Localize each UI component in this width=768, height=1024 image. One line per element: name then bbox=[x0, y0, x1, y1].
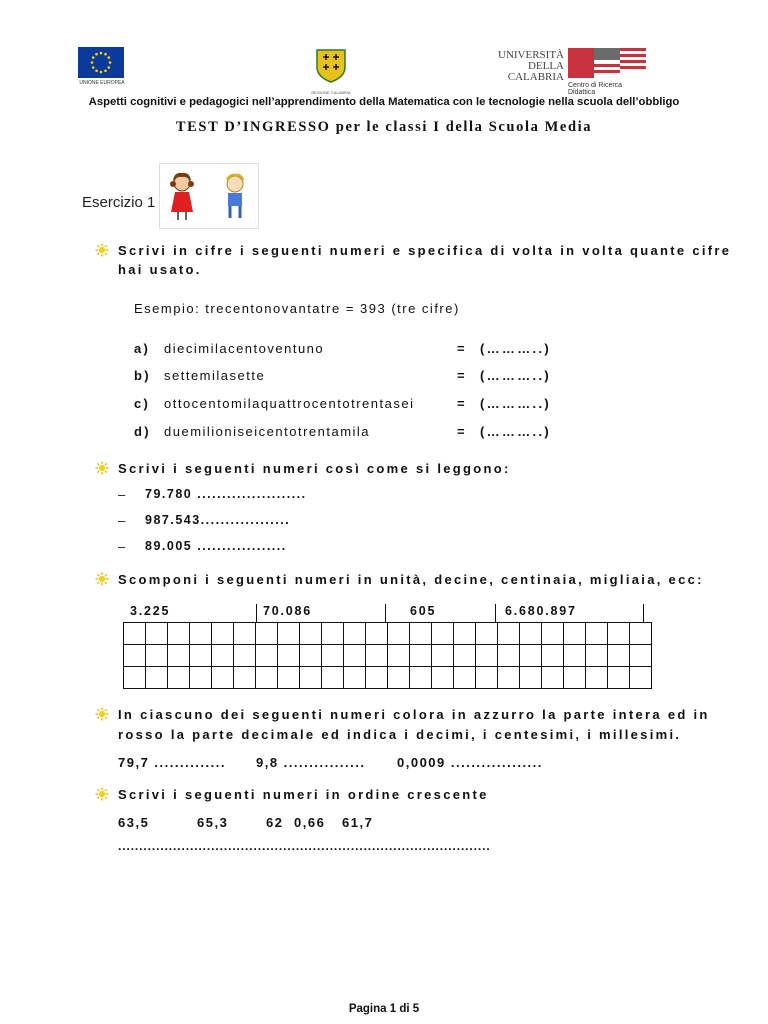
grid-cell[interactable] bbox=[586, 667, 608, 689]
grid-cell[interactable] bbox=[234, 645, 256, 667]
grid-cell[interactable] bbox=[410, 623, 432, 645]
q1-item-eq: = bbox=[457, 341, 467, 356]
grid-cell[interactable] bbox=[168, 667, 190, 689]
grid-cell[interactable] bbox=[498, 645, 520, 667]
q2-dash: – bbox=[118, 539, 126, 554]
grid-cell[interactable] bbox=[388, 645, 410, 667]
grid-cell[interactable] bbox=[234, 623, 256, 645]
grid-cell[interactable] bbox=[190, 623, 212, 645]
grid-row bbox=[124, 623, 652, 645]
q1-item-blank: (………..) bbox=[480, 424, 551, 439]
unical-caption: Centro di Ricerca Didattica bbox=[568, 82, 623, 96]
grid-cell[interactable] bbox=[454, 645, 476, 667]
grid-cell[interactable] bbox=[432, 645, 454, 667]
grid-cell[interactable] bbox=[322, 667, 344, 689]
q5-number: 62 bbox=[266, 815, 284, 830]
grid-cell[interactable] bbox=[278, 623, 300, 645]
q2-item: 79.780 ...................... bbox=[145, 487, 307, 501]
q4-value: 0,0009 .................. bbox=[397, 755, 543, 770]
grid-cell[interactable] bbox=[344, 623, 366, 645]
q3-column-header: 3.225 bbox=[130, 604, 171, 618]
q1-line1: Scrivi in cifre i seguenti numeri e specifica di volta in volta quante cifre bbox=[118, 243, 732, 258]
column-divider bbox=[385, 604, 386, 622]
q2-item: 89.005 .................. bbox=[145, 539, 287, 553]
q1-item-blank: (………..) bbox=[480, 368, 551, 383]
q4-value: 9,8 ................ bbox=[256, 755, 366, 770]
grid-cell[interactable] bbox=[190, 645, 212, 667]
q1-item-text: settemilasette bbox=[164, 368, 266, 383]
grid-cell[interactable] bbox=[278, 667, 300, 689]
unical-line1: UNIVERSITÀ bbox=[498, 49, 564, 61]
column-divider bbox=[256, 604, 257, 622]
exercise-label: Esercizio 1 bbox=[82, 194, 156, 211]
q4-line2: rosso la parte decimale ed indica i decimi, i centesimi, i millesimi. bbox=[118, 727, 682, 742]
column-divider bbox=[643, 604, 644, 622]
grid-cell[interactable] bbox=[410, 645, 432, 667]
q3-column-header: 605 bbox=[410, 604, 437, 618]
page-number: Pagina 1 di 5 bbox=[348, 1003, 420, 1015]
grid-cell[interactable] bbox=[586, 645, 608, 667]
grid-cell[interactable] bbox=[344, 645, 366, 667]
grid-cell[interactable] bbox=[366, 645, 388, 667]
grid-cell[interactable] bbox=[212, 623, 234, 645]
regione-calabria-logo bbox=[309, 47, 353, 95]
star-bullet-icon bbox=[95, 707, 109, 721]
q1-item-label: c) bbox=[134, 396, 151, 411]
q1-item-blank: (………..) bbox=[480, 396, 551, 411]
grid-cell[interactable] bbox=[630, 667, 652, 689]
grid-cell[interactable] bbox=[256, 645, 278, 667]
grid-cell[interactable] bbox=[168, 645, 190, 667]
grid-cell[interactable] bbox=[542, 623, 564, 645]
q1-item-eq: = bbox=[457, 424, 467, 439]
q2-dash: – bbox=[118, 487, 126, 502]
grid-cell[interactable] bbox=[476, 645, 498, 667]
grid-cell[interactable] bbox=[520, 623, 542, 645]
grid-cell[interactable] bbox=[520, 645, 542, 667]
eu-flag-logo bbox=[78, 47, 124, 78]
q3-text: Scomponi i seguenti numeri in unità, decine, centinaia, migliaia, ecc: bbox=[118, 572, 704, 587]
q1-item-label: d) bbox=[134, 424, 151, 439]
q5-number: 65,3 bbox=[197, 815, 229, 830]
q2-text: Scrivi i seguenti numeri così come si leggono: bbox=[118, 461, 511, 476]
grid-cell[interactable] bbox=[608, 667, 630, 689]
grid-cell[interactable] bbox=[476, 667, 498, 689]
grid-row bbox=[124, 667, 652, 689]
grid-cell[interactable] bbox=[542, 667, 564, 689]
grid-cell[interactable] bbox=[322, 623, 344, 645]
q1-item-eq: = bbox=[457, 368, 467, 383]
grid-cell[interactable] bbox=[586, 623, 608, 645]
q3-column-header: 70.086 bbox=[263, 604, 313, 618]
grid-cell[interactable] bbox=[146, 623, 168, 645]
grid-cell[interactable] bbox=[564, 667, 586, 689]
q5-answer-line[interactable]: ........................................................................................ bbox=[118, 839, 491, 853]
grid-cell[interactable] bbox=[278, 645, 300, 667]
grid-cell[interactable] bbox=[124, 623, 146, 645]
grid-cell[interactable] bbox=[542, 645, 564, 667]
grid-cell[interactable] bbox=[608, 645, 630, 667]
grid-cell[interactable] bbox=[520, 667, 542, 689]
grid-cell[interactable] bbox=[256, 623, 278, 645]
grid-cell[interactable] bbox=[300, 623, 322, 645]
q1-item-text: ottocentomilaquattrocentotrentasei bbox=[164, 396, 415, 411]
grid-cell[interactable] bbox=[630, 645, 652, 667]
grid-cell[interactable] bbox=[146, 645, 168, 667]
q1-item-blank: (………..) bbox=[480, 341, 551, 356]
grid-cell[interactable] bbox=[300, 667, 322, 689]
q2-item: 987.543.................. bbox=[145, 513, 291, 527]
grid-cell[interactable] bbox=[454, 667, 476, 689]
star-bullet-icon bbox=[95, 461, 109, 475]
grid-cell[interactable] bbox=[564, 645, 586, 667]
grid-cell[interactable] bbox=[630, 623, 652, 645]
kids-illustration bbox=[159, 163, 259, 229]
grid-cell[interactable] bbox=[366, 623, 388, 645]
grid-cell[interactable] bbox=[212, 645, 234, 667]
calabria-caption: REGIONE CALABRIA bbox=[311, 90, 351, 95]
q2-dash: – bbox=[118, 513, 126, 528]
grid-cell[interactable] bbox=[432, 667, 454, 689]
star-bullet-icon bbox=[95, 243, 109, 257]
grid-cell[interactable] bbox=[498, 623, 520, 645]
grid-cell[interactable] bbox=[168, 623, 190, 645]
decomposition-grid[interactable] bbox=[123, 622, 652, 689]
grid-cell[interactable] bbox=[454, 623, 476, 645]
grid-cell[interactable] bbox=[212, 667, 234, 689]
grid-cell[interactable] bbox=[410, 667, 432, 689]
grid-cell[interactable] bbox=[234, 667, 256, 689]
grid-cell[interactable] bbox=[388, 667, 410, 689]
q5-number: 61,7 bbox=[342, 815, 374, 830]
q4-value: 79,7 .............. bbox=[118, 755, 226, 770]
q1-example: Esempio: trecentonovantatre = 393 (tre cifre) bbox=[134, 301, 460, 316]
star-bullet-icon bbox=[95, 787, 109, 801]
grid-cell[interactable] bbox=[564, 623, 586, 645]
grid-cell[interactable] bbox=[300, 645, 322, 667]
page-title: TEST D’INGRESSO per le classi I della Scuola Media bbox=[175, 119, 593, 135]
q1-item-label: a) bbox=[134, 341, 151, 356]
grid-row bbox=[124, 645, 652, 667]
grid-cell[interactable] bbox=[322, 645, 344, 667]
grid-cell[interactable] bbox=[344, 667, 366, 689]
grid-cell[interactable] bbox=[476, 623, 498, 645]
q1-item-text: diecimilacentoventuno bbox=[164, 341, 325, 356]
grid-cell[interactable] bbox=[124, 667, 146, 689]
star-bullet-icon bbox=[95, 572, 109, 586]
grid-cell[interactable] bbox=[388, 623, 410, 645]
q1-item-label: b) bbox=[134, 368, 151, 383]
q1-item-text: duemilioniseicentotrentamila bbox=[164, 424, 371, 439]
q4-line1: In ciascuno dei seguenti numeri colora in azzurro la parte intera ed in bbox=[118, 707, 710, 722]
q1-item-eq: = bbox=[457, 396, 467, 411]
grid-cell[interactable] bbox=[190, 667, 212, 689]
q1-line2: hai usato. bbox=[118, 262, 202, 277]
unical-logo bbox=[486, 46, 646, 96]
q5-number: 0,66 bbox=[294, 815, 326, 830]
grid-cell[interactable] bbox=[608, 623, 630, 645]
grid-cell[interactable] bbox=[256, 667, 278, 689]
grid-cell[interactable] bbox=[124, 645, 146, 667]
grid-cell[interactable] bbox=[432, 623, 454, 645]
document-header: Aspetti cognitivi e pedagogici nell’apprendimento della Matematica con le tecnologie nella scuola dell’obbligo bbox=[88, 96, 680, 108]
grid-cell[interactable] bbox=[498, 667, 520, 689]
grid-cell[interactable] bbox=[366, 667, 388, 689]
unical-line2: DELLA CALABRIA bbox=[507, 60, 564, 83]
q5-text: Scrivi i seguenti numeri in ordine crescente bbox=[118, 787, 489, 802]
q5-number: 63,5 bbox=[118, 815, 150, 830]
grid-cell[interactable] bbox=[146, 667, 168, 689]
q3-column-header: 6.680.897 bbox=[505, 604, 577, 618]
eu-caption: UNIONE EUROPEA bbox=[79, 80, 125, 86]
column-divider bbox=[495, 604, 496, 622]
